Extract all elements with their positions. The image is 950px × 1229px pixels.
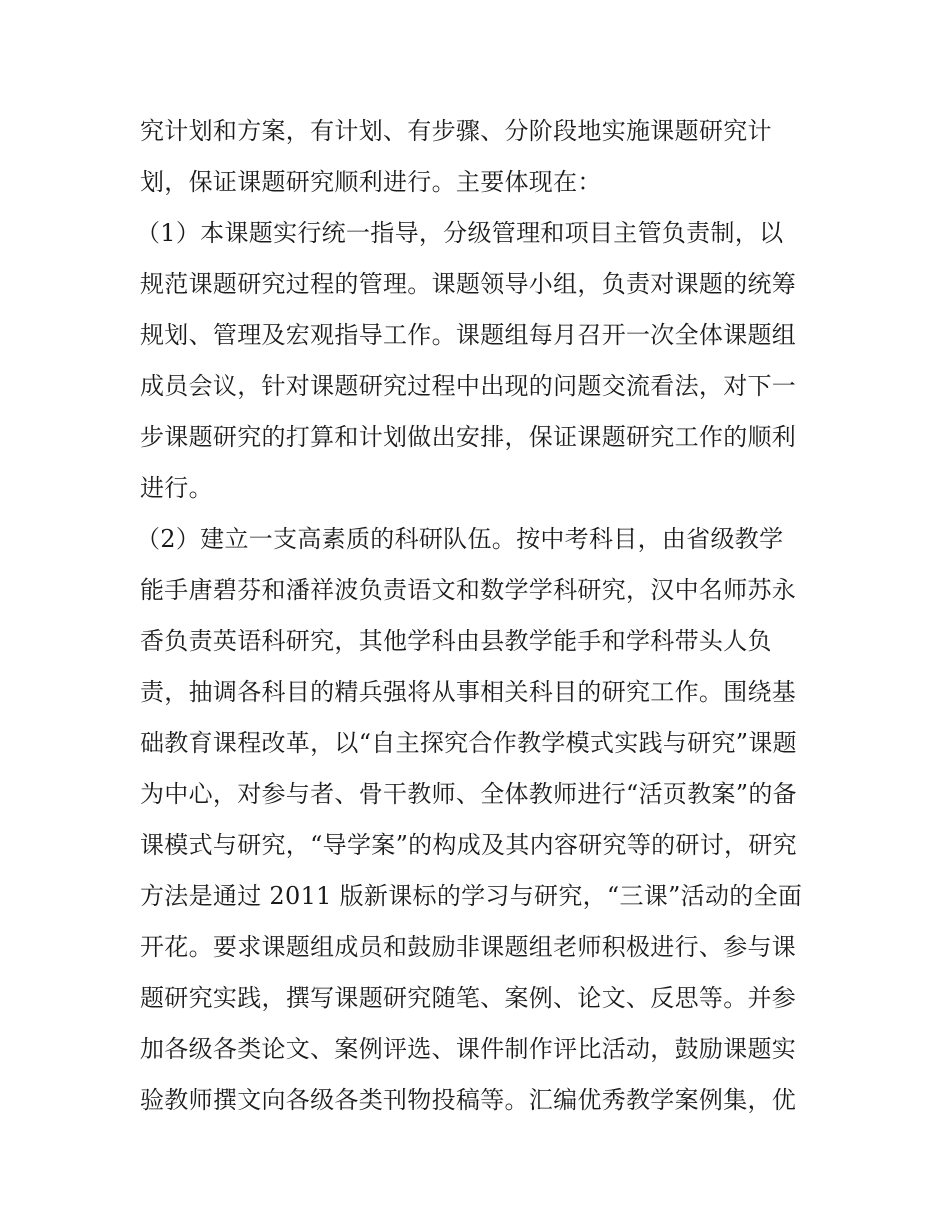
text-line: 究计划和方案，有计划、有步骤、分阶段地实施课题研究计 [140, 117, 772, 145]
text-line: 课模式与研究，“导学案”的构成及其内容研究等的研讨，研究 [140, 831, 797, 859]
text-line: 步课题研究的打算和计划做出安排，保证课题研究工作的顺利 [140, 423, 797, 451]
text-line: 加各级各类论文、案例评选、课件制作评比活动，鼓励课题实 [140, 1035, 797, 1063]
body-text [136, 106, 820, 1126]
text-line: 划，保证课题研究顺利进行。主要体现在： [140, 168, 602, 196]
text-line: （1）本课题实行统一指导，分级管理和项目主管负责制，以 [136, 219, 784, 247]
text-line: 责，抽调各科目的精兵强将从事相关科目的研究工作。围绕基 [140, 678, 797, 706]
text-line: 题研究实践，撰写课题研究随笔、案例、论文、反思等。并参 [140, 984, 797, 1012]
text-line: 香负责英语科研究，其他学科由县教学能手和学科带头人负 [140, 627, 772, 655]
text-line: 规划、管理及宏观指导工作。课题组每月召开一次全体课题组 [140, 321, 797, 349]
text-line: 成员会议，针对课题研究过程中出现的问题交流看法，对下一 [140, 372, 797, 400]
text-line: 础教育课程改革，以“自主探究合作教学模式实践与研究”课题 [140, 729, 797, 757]
text-line: 为中心，对参与者、骨干教师、全体教师进行“活页教案”的备 [140, 780, 797, 808]
text-line: 开花。要求课题组成员和鼓励非课题组老师积极进行、参与课 [140, 933, 797, 961]
text-line: 进行。 [140, 474, 213, 502]
text-line: 方法是通过 2011 版新课标的学习与研究，“三课”活动的全面 [140, 882, 803, 910]
text-line: 规范课题研究过程的管理。课题领导小组，负责对课题的统筹 [140, 270, 797, 298]
text-line: 验教师撰文向各级各类刊物投稿等。汇编优秀教学案例集，优 [140, 1086, 797, 1114]
text-line: （2）建立一支高素质的科研队伍。按中考科目，由省级教学 [136, 525, 784, 553]
text-line: 能手唐碧芬和潘祥波负责语文和数学学科研究，汉中名师苏永 [140, 576, 797, 604]
